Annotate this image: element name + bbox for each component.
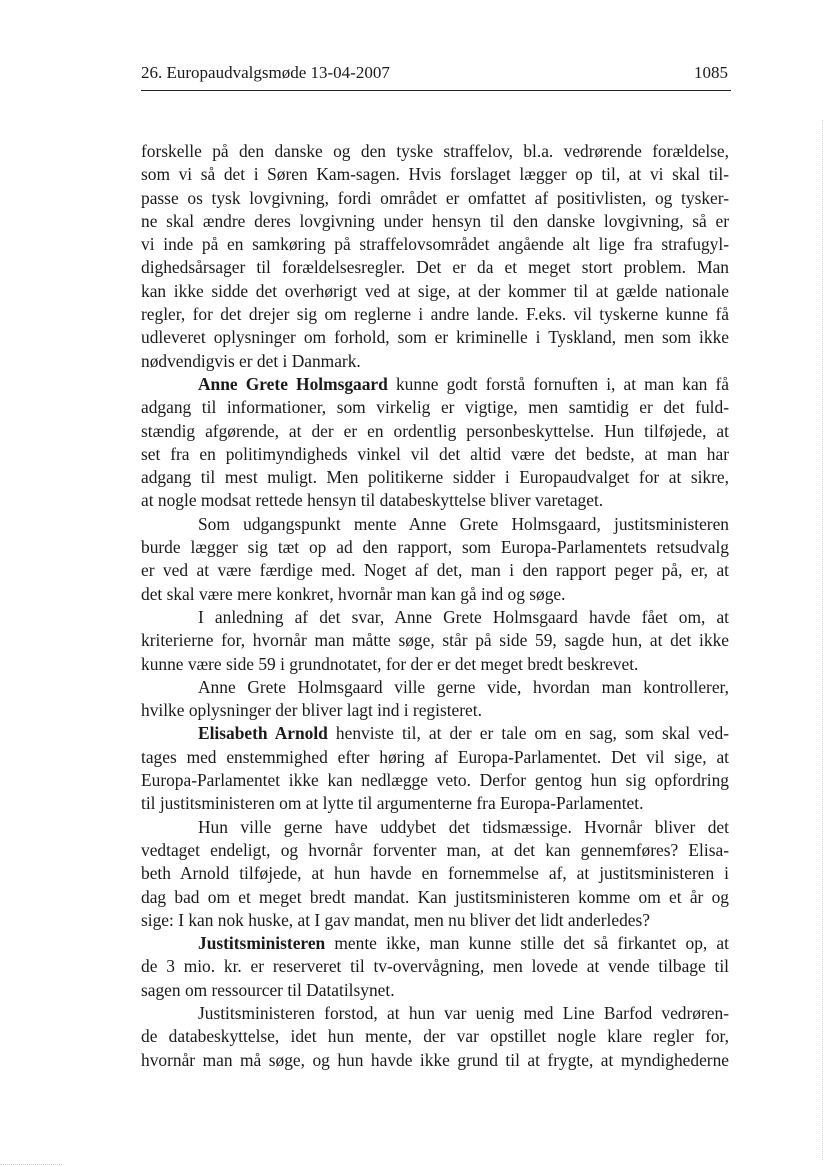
text-line: at nogle modsat rettede hensyn til databeskyttelse bliver varetaget. <box>141 490 604 511</box>
speaker-name: Anne Grete Holmsgaard <box>198 373 388 394</box>
document-title: 26. Europaudvalgsmøde 13-04-2007 <box>141 63 390 82</box>
speaker-text: mente ikke, man kunne stille det så firkantet op, at <box>325 933 729 954</box>
text-line: udleveret oplysninger om forhold, som er kriminelle i Tyskland, men som ikke <box>141 327 729 348</box>
text-line: er ved at være færdige med. Noget af det, man i den rapport peger på, er, at <box>141 560 729 581</box>
text-line: forskelle på den danske og den tyske straffelov, bl.a. vedrørende forældelse, <box>141 141 729 161</box>
speaker-paragraph-line <box>141 722 729 745</box>
text-line: dag bad om et meget bredt mandat. Kan justitsministeren komme om et år og <box>141 886 729 907</box>
text-line: tages med enstemmighed efter høring af Europa-Parlamentet. Det vil sige, at <box>141 746 729 767</box>
text-line: vedtaget endeligt, og hvornår forventer man, at det kan gennemføres? Elisa- <box>141 839 729 860</box>
text-line: sagen om ressourcer til Datatilsynet. <box>141 979 395 1000</box>
text-line: de 3 mio. kr. er reserveret til tv-overvågning, men lovede at vende tilbage til <box>141 956 729 977</box>
text-line: beth Arnold tilføjede, at hun havde en fornemmelse af, at justitsministeren i <box>141 863 729 884</box>
text-line: adgang til mest muligt. Men politikerne sidder i Europaudvalget for at sikre, <box>141 467 729 488</box>
text-line: Justitsministeren forstod, at hun var uenig med Line Barfod vedrøren- <box>198 1002 729 1023</box>
text-line: Europa-Parlamentet ikke kan nedlægge veto. Derfor gentog hun sig opfordring <box>141 770 729 791</box>
page-header <box>141 62 728 84</box>
text-line: Hun ville gerne have uddybet det tidsmæssige. Hvornår bliver det <box>198 816 729 837</box>
text-line: ne skal ændre deres lovgivning under hensyn til den danske lovgivning, så er <box>141 210 729 231</box>
text-line: burde lægger sig tæt op ad den rapport, som Europa-Parlamentets retsudvalg <box>141 537 729 558</box>
text-line: vi inde på en samkøring på straffelovsområdet angående alt lige fra strafugyl- <box>141 234 729 255</box>
text-line: som vi så det i Søren Kam-sagen. Hvis forslaget lægger op til, at vi skal til- <box>141 164 729 185</box>
body-text <box>141 140 729 1072</box>
text-line: I anledning af det svar, Anne Grete Holmsgaard havde fået om, at <box>198 606 729 627</box>
text-line: dighedsårsager til forældelsesregler. Det er da et meget stort problem. Man <box>141 257 729 278</box>
text-line: passe os tysk lovgivning, fordi området er omfattet af positivlisten, og tysker- <box>141 187 729 208</box>
text-line: hvornår man må søge, og hun havde ikke grund til at frygte, at myndighederne <box>141 1049 729 1070</box>
text-line: kriterierne for, hvornår man måtte søge, står på side 59, sagde hun, at det ikke <box>141 630 729 651</box>
text-line: nødvendigvis er det i Danmark. <box>141 350 361 371</box>
speaker-name: Elisabeth Arnold <box>198 723 328 744</box>
text-line: det skal være mere konkret, hvornår man kan gå ind og søge. <box>141 583 566 604</box>
scan-edge-artifact <box>821 120 823 1160</box>
text-line: hvilke oplysninger der bliver lagt ind i registeret. <box>141 700 482 721</box>
text-line: til justitsministeren om at lytte til argumenterne fra Europa-Parlamentet. <box>141 793 644 814</box>
text-line: kunne være side 59 i grundnotatet, for der er det meget bredt beskrevet. <box>141 653 639 674</box>
speaker-text: kunne godt forstå fornuften i, at man kan få <box>387 373 729 394</box>
text-line: Anne Grete Holmsgaard ville gerne vide, hvordan man kontrollerer, <box>198 676 729 697</box>
text-line: Som udgangspunkt mente Anne Grete Holmsgaard, justitsministeren <box>198 513 729 534</box>
speaker-text: henviste til, at der er tale om en sag, som skal ved- <box>327 723 730 744</box>
scan-corner-artifact <box>0 1162 62 1165</box>
text-line: de databeskyttelse, idet hun mente, der var opstillet nogle klare regler for, <box>141 1026 729 1047</box>
text-line: kan ikke sidde det overhørigt ved at sige, at der kommer til at gælde nationale <box>141 280 729 301</box>
speaker-name: Justitsministeren <box>198 933 326 954</box>
text-line: adgang til informationer, som virkelig er vigtige, men samtidig er det fuld- <box>141 397 729 418</box>
text-line: sige: I kan nok huske, at I gav mandat, men nu bliver det lidt anderledes? <box>141 909 651 930</box>
header-divider <box>141 90 731 91</box>
text-line: stændig afgørende, at der er en ordentlig personbeskyttelse. Hun tilføjede, at <box>141 420 729 441</box>
page-number: 1085 <box>694 63 728 82</box>
text-line: set fra en politimyndigheds vinkel vil det altid være det bedste, at man har <box>141 443 729 464</box>
speaker-paragraph-line <box>141 932 729 955</box>
speaker-paragraph-line <box>141 373 729 396</box>
text-line: regler, for det drejer sig om reglerne i andre lande. F.eks. vil tyskerne kunne få <box>141 304 729 325</box>
